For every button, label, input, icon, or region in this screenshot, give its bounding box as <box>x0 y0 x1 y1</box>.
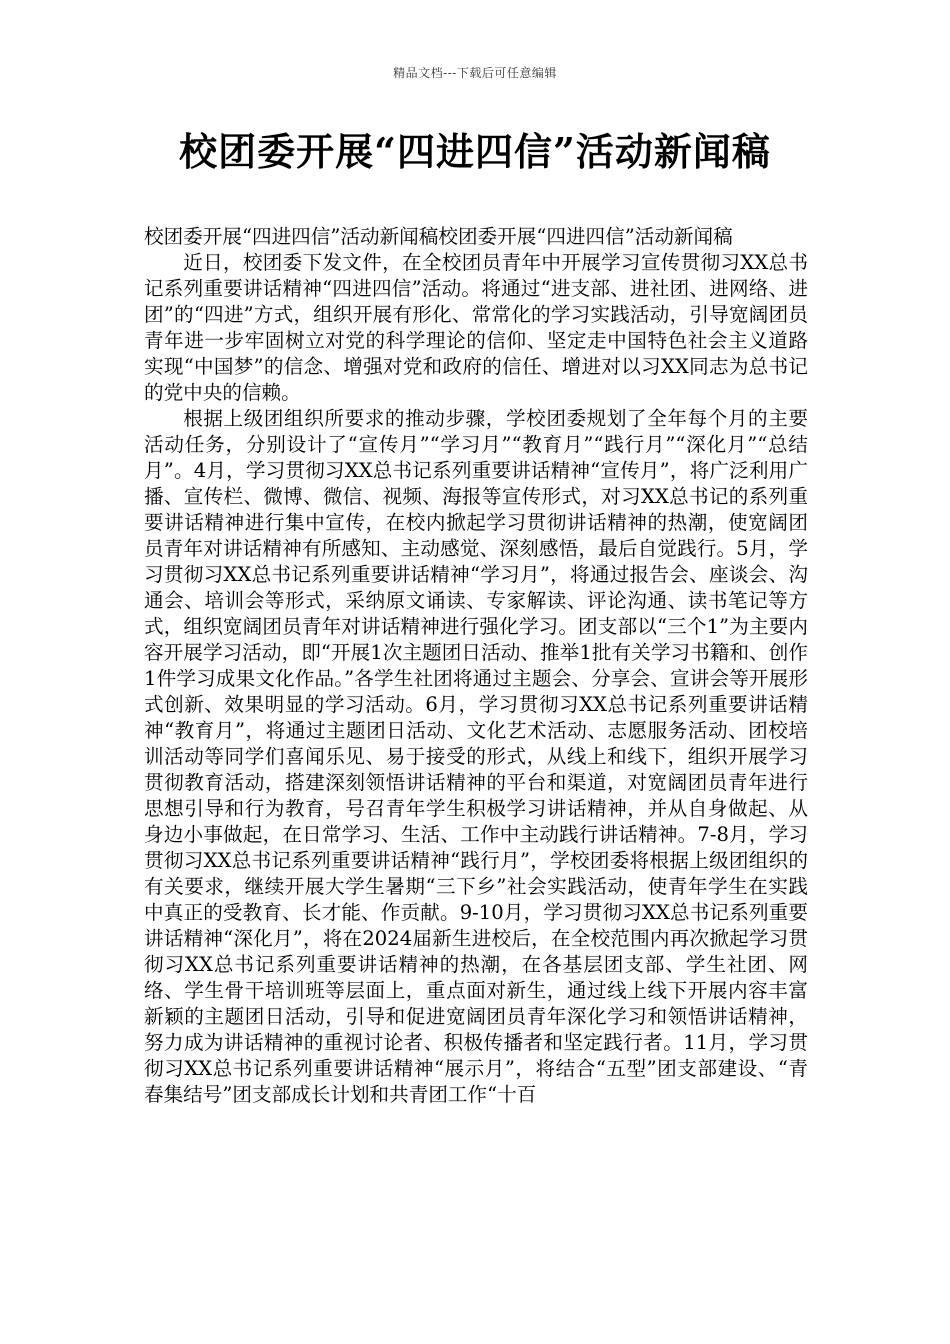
document-body <box>144 224 808 1108</box>
lead-line: 校团委开展“四进四信”活动新闻稿校团委开展“四进四信”活动新闻稿 <box>144 225 733 248</box>
paragraph-1: 近日，校团委下发文件，在全校团员青年中开展学习宣传贯彻习XX总书记系列重要讲话精神“四进四信”活动。将通过“进支部、进社团、进网络、进团”的“四进”方式，组织开展有形化、常常化的学习实践活动，引导宽阔团员青年进一步牢固树立对党的科学理论的信仰、坚定走中国特色社会主义道路实现“中国梦”的信念、增强对党和政府的信任、增进对以习XX同志为总书记的党中央的信赖。 <box>144 251 808 404</box>
paragraph-2: 根据上级团组织所要求的推动步骤，学校团委规划了全年每个月的主要活动任务，分别设计了“宣传月”“学习月”“教育月”“践行月”“深化月”“总结月”。4月，学习贯彻习XX总书记系列重要讲话精神“宣传月”，将广泛利用广播、宣传栏、微博、微信、视频、海报等宣传形式，对习XX总书记的系列重要讲话精神进行集中宣传，在校内掀起学习贯彻讲话精神的热潮，使宽阔团员青年对讲话精神有所感知、主动感觉、深刻感悟，最后自觉践行。5月，学习贯彻习XX总书记系列重要讲话精神“学习月”，将通过报告会、座谈会、沟通会、培训会等形式，采纳原文诵读、专家解读、评论沟通、读书笔记等方式，组织宽阔团员青年对讲话精神进行强化学习。团支部以“三个1”为主要内容开展学习活动，即“开展1次主题团日活动、推举1批有关学习书籍和、创作1件学习成果文化作品。”各学生社团将通过主题会、分享会、宣讲会等开展形式创新、效果明显的学习活动。6月，学习贯彻习XX总书记系列重要讲话精神“教育月”，将通过主题团日活动、文化艺术活动、志愿服务活动、团校培训活动等同学们喜闻乐见、易于接受的形式，从线上和线下，组织开展学习贯彻教育活动，搭建深刻领悟讲话精神的平台和渠道，对宽阔团员青年进行思想引导和行为教育，号召青年学生积极学习讲话精神，并从自身做起、从身边小事做起，在日常学习、生活、工作中主动践行讲话精神。7-8月，学习贯彻习XX总书记系列重要讲话精神“践行月”，学校团委将根据上级团组织的有关要求，继续开展大学生暑期“三下乡”社会实践活动，使青年学生在实践中真正的受教育、长才能、作贡献。9-10月，学习贯彻习XX总书记系列重要讲话精神“深化月”，将在2024届新生进校后，在全校范围内再次掀起学习贯彻习XX总书记系列重要讲话精神的热潮，在各基层团支部、学生社团、网络、学生骨干培训班等层面上，重点面对新生，通过线上线下开展内容丰富新颖的主题团日活动，引导和促进宽阔团员青年深化学习和领悟讲话精神，努力成为讲话精神的重视讨论者、积极传播者和坚定践行者。11月，学习贯彻习XX总书记系列重要讲话精神“展示月”，将结合“五型”团支部建设、“青春集结号”团支部成长计划和共青团工作“十百 <box>144 407 808 1106</box>
header-note: 精品文档---下载后可任意编辑 <box>393 66 557 80</box>
document-title: 校团委开展“四进四信”活动新闻稿 <box>179 129 771 174</box>
